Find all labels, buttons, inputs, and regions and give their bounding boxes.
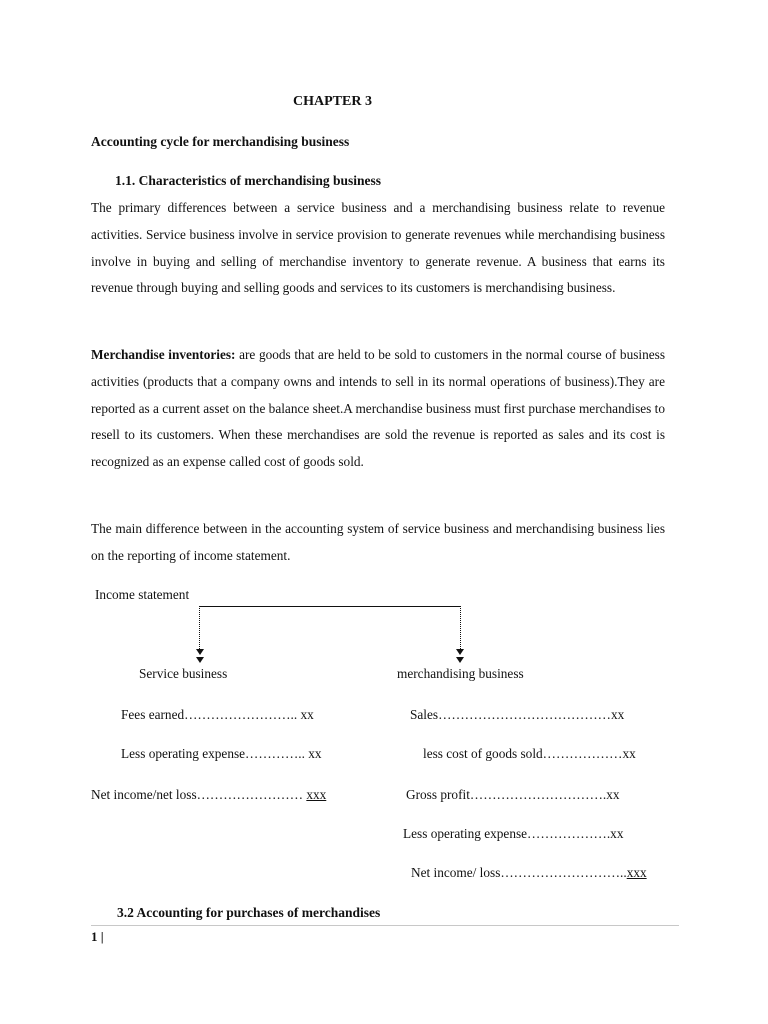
row-label: Less operating expense………………. [403, 826, 611, 841]
merch-row [403, 826, 623, 842]
row-value: xxx [626, 865, 647, 880]
row-label: Less operating expense………….. [121, 746, 309, 761]
paragraph-main-difference: The main difference between in the accounting system of service business and merchandising business lies on the reporting of income statement. [91, 521, 665, 563]
definition-text: are goods that are held to be sold to customers in the normal course of business activities (products that a company owns and intends to sell in its normal operations of business).They are reported as a current asset on the balance sheet.A merchandise business must first purchase merchandises to resell to its customers. When these merchandises are sold the revenue is reported as sales and its cost is recognized as an expense called cost of goods sold. [91, 347, 665, 470]
arrow-down-icon [456, 649, 464, 655]
diagram-connector-horizontal [199, 606, 461, 607]
subsection-heading: 1.1. Characteristics of merchandising business [115, 173, 382, 188]
row-label: Sales………………………………… [410, 707, 611, 722]
row-value: xx [622, 746, 636, 761]
section-heading: Accounting cycle for merchandising business [91, 134, 350, 149]
row-value: xxx [306, 787, 327, 802]
row-label: less cost of goods sold……………… [423, 746, 623, 761]
paragraph-differences: The primary differences between a service business and a merchandising business relate to revenue activities. Service business involve in service provision to generate revenues while merchandising business involve in buying and selling of merchandise inventory to generate revenue. A business that earns its revenue through buying and selling goods and services to its customers is merchandising business. [91, 200, 665, 296]
merch-row [406, 787, 619, 803]
row-label: Gross profit…………………………. [406, 787, 607, 802]
arrow-down-icon [196, 649, 204, 655]
section-3-2-heading: 3.2 Accounting for purchases of merchandises [117, 905, 381, 920]
merch-row [411, 865, 647, 881]
service-row [121, 707, 314, 723]
row-label: Net income/net loss…………………… [91, 787, 307, 802]
diagram-connector-right [460, 606, 461, 649]
page-number: 1 | [91, 929, 104, 944]
diagram-connector-left [199, 606, 200, 649]
service-row [91, 787, 326, 803]
row-label: Net income/ loss……………………….. [411, 865, 627, 880]
row-value: xx [308, 746, 322, 761]
service-business-title: Service business [139, 666, 228, 681]
term-merchandise-inventories: Merchandise inventories: [91, 347, 236, 362]
merchandising-business-title: merchandising business [397, 666, 524, 681]
arrow-down-icon [456, 657, 464, 663]
row-value: xx [610, 707, 625, 722]
footer-divider [91, 925, 679, 926]
merch-row [410, 707, 624, 723]
row-value: xx [606, 787, 620, 802]
paragraph-merchandise-inventories [91, 342, 665, 476]
diagram-root-label: Income statement [95, 587, 190, 602]
service-row [121, 746, 322, 762]
arrow-down-icon [196, 657, 204, 663]
chapter-title: CHAPTER 3 [293, 94, 372, 109]
merch-row [423, 746, 636, 762]
row-value: xx [610, 826, 624, 841]
row-label: Fees earned…………………….. [121, 707, 301, 722]
row-value: xx [300, 707, 314, 722]
